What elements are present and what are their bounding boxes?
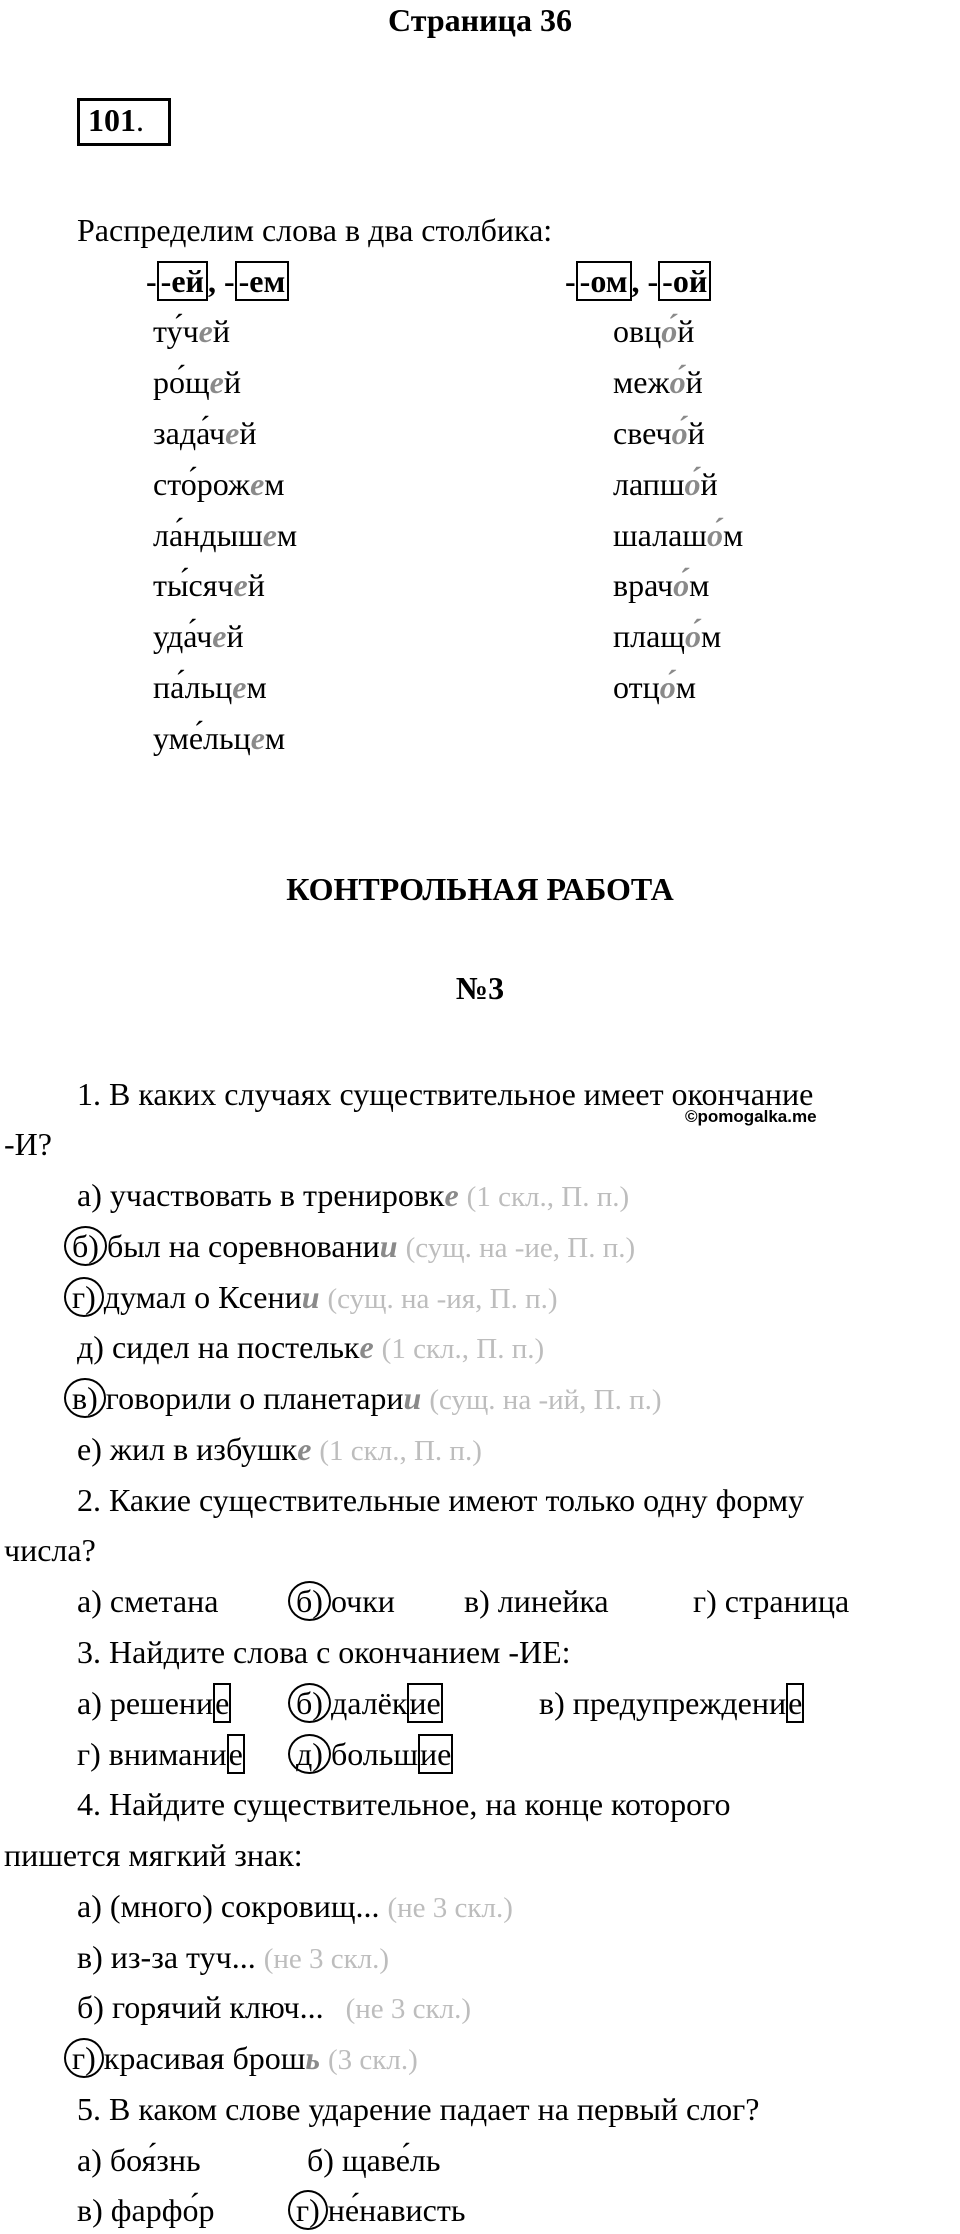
- word-item: зада́чей: [153, 415, 257, 451]
- word-item: ро́щей: [153, 364, 241, 400]
- q2-option-v: в) линейка: [464, 1583, 609, 1619]
- q1-option-d: д) сидел на постельке (1 скл., П. п.): [77, 1329, 545, 1365]
- q3-option-b: б) далёкие: [288, 1683, 443, 1723]
- q4-line1: 4. Найдите существительное, на конце которого: [77, 1786, 731, 1822]
- q2-option-a: а) сметана: [77, 1583, 219, 1619]
- q3-option-v: в) предупреждение: [539, 1685, 803, 1721]
- page-title: Страница 36: [388, 2, 572, 38]
- q4-option-v: в) из-за туч... (не 3 скл.): [77, 1939, 390, 1975]
- q5-option-g: г) не́нависть: [288, 2190, 465, 2230]
- q4-line2: пишется мягкий знак:: [4, 1837, 303, 1873]
- q5-option-a: а) боя́знь: [77, 2142, 201, 2178]
- word-item: шалашо́м: [613, 517, 744, 553]
- word-item: уме́льцем: [153, 720, 286, 756]
- q4-option-g: г) красивая брошь (3 скл.): [64, 2038, 418, 2080]
- col2-header: - -ом , - -ой: [565, 261, 711, 301]
- test-number: №3: [455, 970, 505, 1006]
- test-title: КОНТРОЛЬНАЯ РАБОТА: [286, 871, 674, 907]
- word-item: межо́й: [613, 364, 703, 400]
- word-item: врачо́м: [613, 567, 710, 603]
- q1-option-a: а) участвовать в тренировке (1 скл., П. п.): [77, 1177, 630, 1213]
- word-item: па́льцем: [153, 669, 267, 705]
- word-item: ту́чей: [153, 313, 230, 349]
- q1-option-b: б) был на соревновании (сущ. на -ие, П. п.): [64, 1226, 635, 1268]
- q1-line1: 1. В каких случаях существительное имеет окончание: [77, 1076, 814, 1112]
- q4-option-a: а) (много) сокровищ... (не 3 скл.): [77, 1888, 513, 1924]
- q1-option-g: г) думал о Ксении (сущ. на -ия, П. п.): [64, 1277, 558, 1319]
- word-item: ты́сячей: [153, 567, 265, 603]
- watermark: ©pomogalka.me: [685, 1107, 817, 1126]
- q1-option-e: е) жил в избушке (1 скл., П. п.): [77, 1431, 482, 1467]
- word-item: свечо́й: [613, 415, 705, 451]
- word-item: овцо́й: [613, 313, 695, 349]
- word-item: лапшо́й: [613, 466, 718, 502]
- word-item: сто́рожем: [153, 466, 285, 502]
- col1-header: - -ей , - -ем: [146, 261, 289, 301]
- intro-text: Распределим слова в два столбика:: [77, 212, 553, 248]
- q1-option-v: в) говорили о планетарии (сущ. на -ий, П. п.): [64, 1378, 662, 1420]
- q3-option-d: д) большие: [288, 1734, 453, 1774]
- exercise-number: 101.: [88, 102, 144, 138]
- q3-option-a: а) решение: [77, 1685, 230, 1721]
- q2-option-g: г) страница: [693, 1583, 850, 1619]
- q4-option-b: б) горячий ключ... (не 3 скл.): [77, 1989, 472, 2025]
- q3-line1: 3. Найдите слова с окончанием -ИЕ:: [77, 1634, 571, 1670]
- word-item: плащо́м: [613, 618, 722, 654]
- q5-line1: 5. В каком слове ударение падает на первый слог?: [77, 2091, 760, 2127]
- word-item: отцо́м: [613, 669, 696, 705]
- word-item: уда́чей: [153, 618, 244, 654]
- q2-line1: 2. Какие существительные имеют только одну форму: [77, 1482, 805, 1518]
- q5-option-b: б) щаве́ль: [307, 2142, 441, 2178]
- q2-option-b: б) очки: [288, 1581, 395, 1621]
- q5-option-v: в) фарфо́р: [77, 2192, 215, 2228]
- q1-line2: -И?: [4, 1126, 52, 1162]
- word-item: ла́ндышем: [153, 517, 298, 553]
- q2-line2: числа?: [4, 1532, 96, 1568]
- q3-option-g: г) внимание: [77, 1736, 243, 1772]
